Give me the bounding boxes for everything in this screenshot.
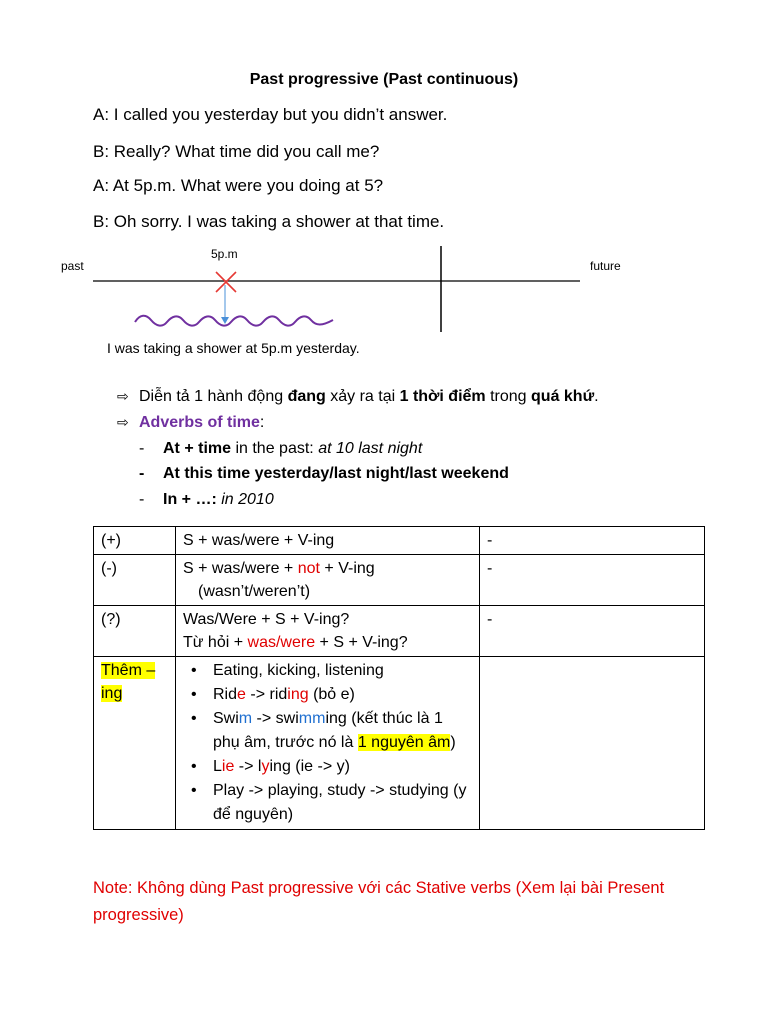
negative-sign: (-) <box>94 555 176 606</box>
event-cross-marker <box>216 272 236 292</box>
usage-line: ⇨ Diễn tả 1 hành động đang xảy ra tại 1 thời điểm trong quá khứ. <box>117 388 599 405</box>
negative-note: - <box>480 555 705 606</box>
adverbs-heading: Adverbs of time <box>139 414 260 431</box>
table-row-negative <box>94 555 705 606</box>
page-title: Past progressive (Past continuous) <box>249 71 519 88</box>
action-wavy-line <box>135 316 333 326</box>
adverb-item-2: - At this time yesterday/last night/last weekend <box>139 465 509 482</box>
adverb-item-3: - In + …: in 2010 <box>139 491 274 508</box>
timeline-future-label: future <box>590 259 621 273</box>
table-row-ing-rules <box>94 657 705 830</box>
stative-verbs-note: Note: Không dùng Past progressive với các Stative verbs (Xem lại bài Present progressive) <box>93 879 665 924</box>
list-item: • Lie -> lying (ie -> y) <box>213 755 473 779</box>
ing-rules <box>176 657 480 830</box>
timeline-graphic <box>0 240 768 340</box>
dialog-line-2: B: Really? What time did you call me? <box>93 142 380 161</box>
list-item: • Play -> playing, study -> studying (y để nguyên) <box>213 779 473 827</box>
adverbs-heading-line: ⇨ Adverbs of time: <box>117 414 265 431</box>
dialog-line-1: A: I called you yesterday but you didn’t answer. <box>93 105 448 124</box>
ing-note-empty <box>480 657 705 830</box>
table-row-question <box>94 606 705 657</box>
timeline-time-label: 5p.m <box>211 247 238 261</box>
event-arrowhead <box>221 317 229 324</box>
list-item: • Swim -> swimming (kết thúc là 1 phụ âm, trước nó là 1 nguyên âm) <box>213 707 473 755</box>
positive-sign: (+) <box>94 527 176 555</box>
question-formula: Was/Were + S + V-ing? Từ hỏi + was/were + S + V-ing? <box>176 606 480 657</box>
timeline-caption: I was taking a shower at 5p.m yesterday. <box>107 340 360 356</box>
dialog-line-3: A: At 5p.m. What were you doing at 5? <box>93 176 384 195</box>
grammar-table <box>93 526 705 830</box>
negative-formula: S + was/were + not + V-ing (wasn’t/weren’t) <box>176 555 480 606</box>
arrow-right-icon: ⇨ <box>117 389 129 405</box>
table-row-positive <box>94 527 705 555</box>
list-item: • Ride -> riding (bỏ e) <box>213 683 473 707</box>
ing-label: Thêm – ing <box>94 657 176 830</box>
dialog-line-4: B: Oh sorry. I was taking a shower at that time. <box>93 212 445 231</box>
positive-formula: S + was/were + V-ing <box>176 527 480 555</box>
timeline-past-label: past <box>61 259 84 273</box>
list-item: • Eating, kicking, listening <box>213 659 473 683</box>
positive-note: - <box>480 527 705 555</box>
question-sign: (?) <box>94 606 176 657</box>
adverb-item-1: - At + time in the past: at 10 last night <box>139 440 423 457</box>
question-note: - <box>480 606 705 657</box>
arrow-right-icon: ⇨ <box>117 415 129 431</box>
